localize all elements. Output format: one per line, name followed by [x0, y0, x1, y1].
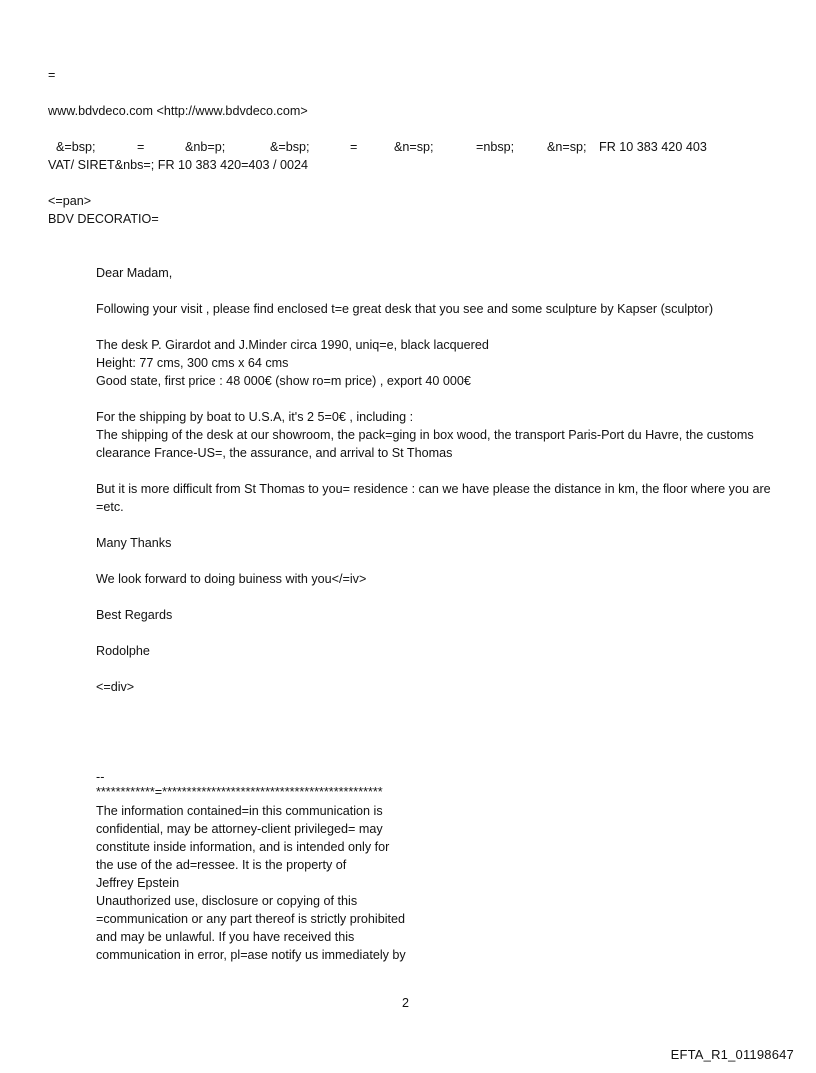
notice-line: communication in error, pl=ase notify us immediately by — [96, 948, 406, 962]
token: &=bsp; — [56, 140, 96, 154]
span-tag: <=pan> — [48, 194, 92, 208]
token: = — [350, 140, 358, 154]
salutation: Dear Madam, — [96, 266, 173, 280]
desk-price: Good state, first price : 48 000€ (show ro=m price) , export 40 000€ — [96, 374, 471, 388]
token: &n=sp; — [547, 140, 587, 154]
footer-dashes: -- — [96, 770, 105, 784]
div-tag: <=div> — [96, 680, 135, 694]
notice-line: the use of the ad=ressee. It is the property of — [96, 858, 347, 872]
notice-line: Unauthorized use, disclosure or copying of this — [96, 894, 358, 908]
token: &nb=p; — [185, 140, 226, 154]
company-name: BDV DECORATIO= — [48, 212, 159, 226]
equals-marker: = — [48, 68, 56, 82]
website-line: www.bdvdeco.com <http://www.bdvdeco.com> — [48, 104, 308, 118]
shipping-paragraph — [48, 426, 778, 462]
notice-line: =communication or any part thereof is strictly prohibited — [96, 912, 406, 926]
bates-number: EFTA_R1_01198647 — [670, 1047, 794, 1062]
difficulty-paragraph — [48, 480, 778, 516]
shipping-cost-line: For the shipping by boat to U.S.A, it's 2 5=0€ , including : — [96, 410, 414, 424]
intro-paragraph: Following your visit , please find enclosed t=e great desk that you see and some sculpture by Kapser (sculptor) — [96, 302, 714, 316]
notice-line: Jeffrey Epstein — [96, 876, 180, 890]
notice-line: constitute inside information, and is intended only for — [96, 840, 390, 854]
signature: Rodolphe — [96, 644, 150, 658]
difficulty-paragraph-text: But it is more difficult from St Thomas to you= residence : can we have please the distance in km, the floor where you are =etc. — [96, 482, 771, 514]
desk-dimensions: Height: 77 cms, 300 cms x 64 cms — [96, 356, 289, 370]
desk-description: The desk P. Girardot and J.Minder circa 1990, uniq=e, black lacquered — [96, 338, 489, 352]
token: &n=sp; — [394, 140, 434, 154]
token: = — [137, 140, 145, 154]
shipping-paragraph-text: The shipping of the desk at our showroom, the pack=ging in box wood, the transport Paris-Port du Havre, the customs clearance France-US=, the assurance, and arrival to St Thomas — [96, 428, 754, 460]
thanks-line: Many Thanks — [96, 536, 172, 550]
look-forward-line: We look forward to doing buiness with you</=iv> — [96, 572, 367, 586]
notice-line: confidential, may be attorney-client privileged= may — [96, 822, 383, 836]
fr-number: FR 10 383 420 403 — [599, 140, 707, 154]
vat-line: VAT/ SIRET&nbs=; FR 10 383 420=403 / 0024 — [48, 158, 308, 172]
token: &=bsp; — [270, 140, 310, 154]
page-number: 2 — [402, 996, 410, 1010]
notice-line: The information contained=in this communication is — [96, 804, 383, 818]
footer-stars: ************=********************************************* — [96, 785, 383, 799]
notice-line: and may be unlawful. If you have received this — [96, 930, 355, 944]
token: =nbsp; — [476, 140, 515, 154]
regards-line: Best Regards — [96, 608, 173, 622]
